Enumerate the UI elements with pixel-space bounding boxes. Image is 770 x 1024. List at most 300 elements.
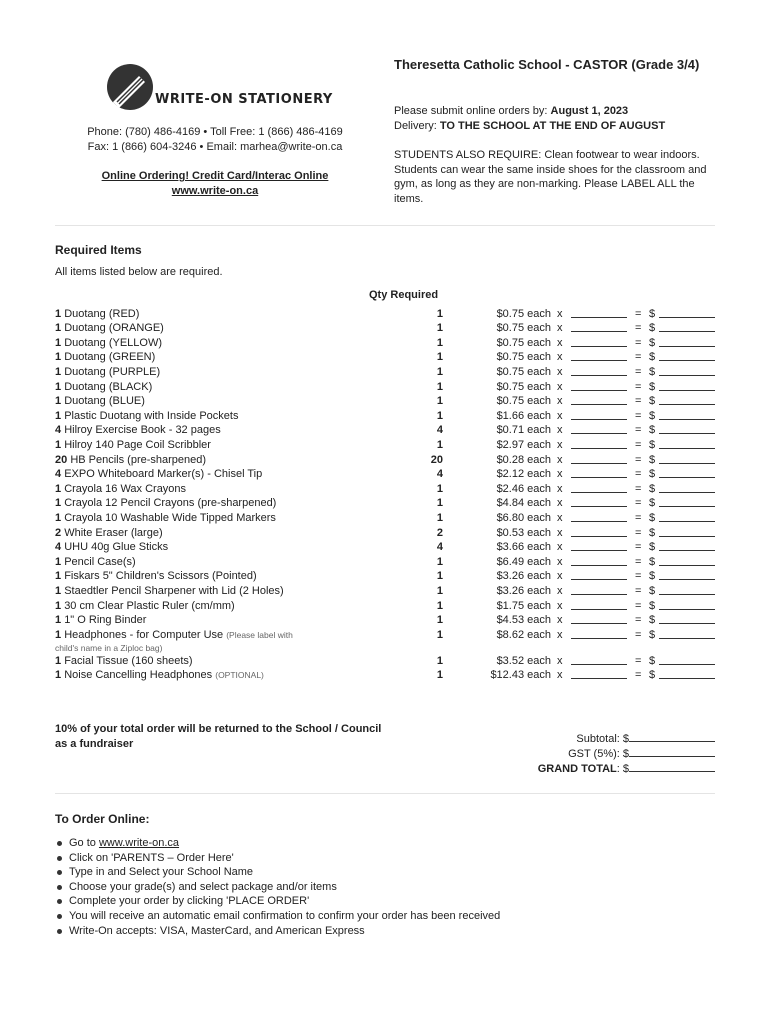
dollar-sign: $ [649, 654, 656, 667]
equals-sign: = [635, 395, 642, 408]
equals-sign: = [635, 669, 642, 682]
item-label: Duotang (BLACK) [64, 380, 153, 393]
item-price: $1.75 each [496, 599, 551, 612]
times-sign: x [557, 541, 563, 554]
amount-field[interactable] [659, 550, 715, 551]
item-count: 1 [55, 365, 62, 378]
item-price: $3.66 each [496, 541, 551, 554]
item-price: $1.66 each [496, 409, 551, 422]
subtotal-label: Subtotal: $ [576, 733, 629, 745]
item-label: 30 cm Clear Plastic Ruler (cm/mm) [64, 599, 235, 612]
item-row [55, 569, 715, 584]
item-label: Headphones - for Computer Use [64, 628, 224, 641]
qty-field[interactable] [571, 346, 627, 347]
online-ordering-block [60, 169, 370, 199]
times-sign: x [557, 336, 563, 349]
amount-field[interactable] [659, 521, 715, 522]
amount-field[interactable] [659, 419, 715, 420]
item-qty: 20 [430, 453, 443, 466]
item-qty: 2 [436, 526, 443, 539]
list-item: Write-On accepts: VISA, MasterCard, and American Express [55, 924, 500, 939]
gst-line [480, 746, 715, 760]
divider [55, 225, 715, 226]
times-sign: x [557, 351, 563, 364]
item-name [55, 482, 385, 497]
amount-field[interactable] [659, 536, 715, 537]
amount-field[interactable] [659, 317, 715, 318]
item-note: (OPTIONAL) [215, 670, 264, 681]
item-price: $0.71 each [496, 424, 551, 437]
times-sign: x [557, 322, 563, 335]
equals-sign: = [635, 365, 642, 378]
item-price: $6.80 each [496, 511, 551, 524]
item-row [55, 511, 715, 526]
qty-field[interactable] [571, 623, 627, 624]
amount-field[interactable] [659, 331, 715, 332]
item-label: UHU 40g Glue Sticks [64, 541, 169, 554]
amount-field[interactable] [659, 375, 715, 376]
list-item: Choose your grade(s) and select package and/or items [55, 880, 500, 895]
item-name [55, 409, 385, 424]
qty-field[interactable] [571, 317, 627, 318]
dollar-sign: $ [649, 584, 656, 597]
dollar-sign: $ [649, 570, 656, 583]
dollar-sign: $ [649, 307, 656, 320]
item-name [55, 423, 385, 438]
required-items-note: All items listed below are required. [55, 266, 223, 278]
times-sign: x [557, 497, 563, 510]
item-name [55, 540, 385, 555]
times-sign: x [557, 570, 563, 583]
school-title: Theresetta Catholic School - CASTOR (Grade 3/4) [394, 57, 700, 72]
item-count: 4 [55, 424, 62, 437]
item-label: EXPO Whiteboard Marker(s) - Chisel Tip [64, 468, 263, 481]
amount-field[interactable] [659, 404, 715, 405]
item-name [55, 555, 385, 570]
item-row [55, 438, 715, 453]
fundraiser-note: 10% of your total order will be returned to the School / Council as a fundraiser [55, 723, 382, 750]
item-name [55, 496, 385, 511]
qty-field[interactable] [571, 419, 627, 420]
item-name [55, 599, 385, 614]
item-price: $3.26 each [496, 584, 551, 597]
item-count: 4 [55, 468, 62, 481]
equals-sign: = [635, 453, 642, 466]
equals-sign: = [635, 409, 642, 422]
amount-field[interactable] [659, 623, 715, 624]
times-sign: x [557, 424, 563, 437]
qty-field[interactable] [571, 492, 627, 493]
amount-field[interactable] [659, 433, 715, 434]
amount-field[interactable] [659, 664, 715, 665]
item-name [55, 628, 385, 643]
required-items-heading: Required Items [55, 243, 142, 257]
item-price: $0.75 each [496, 380, 551, 393]
amount-field[interactable] [659, 506, 715, 507]
equals-sign: = [635, 497, 642, 510]
qty-field[interactable] [571, 521, 627, 522]
item-row [55, 584, 715, 599]
item-name [55, 613, 385, 628]
item-name [55, 654, 385, 669]
qty-required-header: Qty Required [369, 289, 439, 301]
grand-total-field[interactable] [629, 761, 715, 772]
gst-field[interactable] [629, 746, 715, 757]
step-prefix: Go to [69, 837, 99, 849]
students-note: STUDENTS ALSO REQUIRE: Clean footwear to wear indoors. Students can wear the same inside shoes for the classroom and gym, as long as they are non-marking. Please LABEL ALL the items. [394, 149, 707, 205]
amount-field[interactable] [659, 448, 715, 449]
item-name [55, 467, 385, 482]
item-row [55, 394, 715, 409]
amount-field[interactable] [659, 346, 715, 347]
amount-field[interactable] [659, 565, 715, 566]
dollar-sign: $ [649, 526, 656, 539]
item-qty: 1 [436, 654, 443, 667]
equals-sign: = [635, 541, 642, 554]
item-name [55, 438, 385, 453]
item-qty: 1 [436, 438, 443, 451]
item-count: 1 [55, 570, 62, 583]
qty-field[interactable] [571, 331, 627, 332]
item-count: 1 [55, 497, 62, 510]
item-row [55, 613, 715, 628]
item-price: $6.49 each [496, 555, 551, 568]
item-row [55, 654, 715, 669]
item-label: Pencil Case(s) [64, 555, 136, 568]
item-qty: 1 [436, 307, 443, 320]
equals-sign: = [635, 628, 642, 641]
amount-field[interactable] [659, 609, 715, 610]
times-sign: x [557, 614, 563, 627]
item-label: HB Pencils (pre-sharpened) [70, 453, 207, 466]
item-price: $4.53 each [496, 614, 551, 627]
item-label: Staedtler Pencil Sharpener with Lid (2 Holes) [64, 584, 284, 597]
fax-line: Fax: 1 (866) 604-3246 • Email: marhea@write-on.ca [87, 141, 343, 153]
qty-field[interactable] [571, 594, 627, 595]
item-label: Duotang (YELLOW) [64, 336, 163, 349]
submit-line [394, 104, 724, 119]
list-item: You will receive an automatic email confirmation to confirm your order has been received [55, 909, 500, 924]
qty-field[interactable] [571, 448, 627, 449]
amount-field[interactable] [659, 463, 715, 464]
dollar-sign: $ [649, 669, 656, 682]
equals-sign: = [635, 526, 642, 539]
item-name [55, 453, 385, 468]
grand-total-line [480, 761, 715, 775]
item-qty: 4 [436, 541, 443, 554]
times-sign: x [557, 654, 563, 667]
item-name [55, 526, 385, 541]
item-qty: 1 [436, 409, 443, 422]
qty-field[interactable] [571, 638, 627, 639]
dollar-sign: $ [649, 438, 656, 451]
item-price: $2.97 each [496, 438, 551, 451]
item-qty: 1 [436, 351, 443, 364]
dollar-sign: $ [649, 351, 656, 364]
equals-sign: = [635, 614, 642, 627]
item-price: $0.75 each [496, 351, 551, 364]
times-sign: x [557, 555, 563, 568]
times-sign: x [557, 669, 563, 682]
qty-field[interactable] [571, 565, 627, 566]
qty-field[interactable] [571, 609, 627, 610]
dollar-sign: $ [649, 482, 656, 495]
equals-sign: = [635, 468, 642, 481]
item-row [55, 599, 715, 614]
equals-sign: = [635, 599, 642, 612]
item-price: $12.43 each [490, 669, 551, 682]
equals-sign: = [635, 511, 642, 524]
qty-field[interactable] [571, 678, 627, 679]
equals-sign: = [635, 584, 642, 597]
item-label: Duotang (RED) [64, 307, 140, 320]
company-logo [105, 62, 335, 114]
list-item: Complete your order by clicking 'PLACE ORDER' [55, 894, 500, 909]
item-count: 1 [55, 654, 62, 667]
headphones-subline: child's name in a Ziploc bag) [55, 643, 163, 653]
amount-field[interactable] [659, 638, 715, 639]
item-count: 1 [55, 599, 62, 612]
item-note: (Please label with [226, 629, 293, 640]
item-label: Hilroy 140 Page Coil Scribbler [64, 438, 211, 451]
online-ordering-link[interactable]: Online Ordering! Credit Card/Interac Online [101, 170, 329, 182]
pencil-logo-icon [105, 62, 155, 112]
dollar-sign: $ [649, 336, 656, 349]
times-sign: x [557, 584, 563, 597]
times-sign: x [557, 526, 563, 539]
item-count: 1 [55, 482, 62, 495]
dollar-sign: $ [649, 322, 656, 335]
item-price: $0.75 each [496, 322, 551, 335]
times-sign: x [557, 365, 563, 378]
qty-field[interactable] [571, 463, 627, 464]
grand-total-label: GRAND TOTAL [537, 763, 617, 775]
item-count: 1 [55, 669, 62, 682]
logo-text: WRITE-ON STATIONERY [155, 92, 333, 107]
item-count: 2 [55, 526, 62, 539]
item-name [55, 668, 385, 683]
item-qty: 1 [436, 584, 443, 597]
times-sign: x [557, 468, 563, 481]
item-label: Facial Tissue (160 sheets) [64, 654, 193, 667]
item-count: 4 [55, 541, 62, 554]
qty-field[interactable] [571, 404, 627, 405]
item-row [55, 321, 715, 336]
item-row [55, 628, 715, 643]
dollar-sign: $ [649, 614, 656, 627]
equals-sign: = [635, 438, 642, 451]
phone-line: Phone: (780) 486-4169 • Toll Free: 1 (866) 486-4169 [87, 126, 343, 138]
order-steps-list [55, 836, 500, 938]
item-qty: 1 [436, 482, 443, 495]
subtotal-line [480, 731, 715, 745]
dollar-sign: $ [649, 599, 656, 612]
equals-sign: = [635, 307, 642, 320]
delivery-value: TO THE SCHOOL AT THE END OF AUGUST [439, 120, 666, 132]
dollar-sign: $ [649, 511, 656, 524]
equals-sign: = [635, 482, 642, 495]
equals-sign: = [635, 380, 642, 393]
item-count: 1 [55, 584, 62, 597]
item-qty: 1 [436, 628, 443, 641]
item-qty: 1 [436, 380, 443, 393]
item-count: 1 [55, 409, 62, 422]
dollar-sign: $ [649, 395, 656, 408]
item-name [55, 321, 385, 336]
item-count: 1 [55, 380, 62, 393]
item-qty: 1 [436, 336, 443, 349]
item-label: Noise Cancelling Headphones [64, 669, 213, 682]
dollar-sign: $ [649, 409, 656, 422]
item-label: Duotang (ORANGE) [64, 322, 164, 335]
qty-field[interactable] [571, 536, 627, 537]
amount-field[interactable] [659, 579, 715, 580]
item-row [55, 467, 715, 482]
item-row [55, 423, 715, 438]
item-row [55, 540, 715, 555]
item-name [55, 511, 385, 526]
amount-field[interactable] [659, 360, 715, 361]
qty-field[interactable] [571, 390, 627, 391]
times-sign: x [557, 438, 563, 451]
item-qty: 1 [436, 511, 443, 524]
equals-sign: = [635, 351, 642, 364]
order-online-heading: To Order Online: [55, 812, 150, 826]
website-link[interactable]: www.write-on.ca [98, 837, 180, 849]
item-name [55, 380, 385, 395]
item-count: 1 [55, 614, 62, 627]
item-name [55, 307, 385, 322]
item-row [55, 307, 715, 322]
item-row [55, 365, 715, 380]
item-price: $0.75 each [496, 336, 551, 349]
list-item [55, 836, 500, 851]
equals-sign: = [635, 322, 642, 335]
equals-sign: = [635, 654, 642, 667]
item-price: $0.75 each [496, 365, 551, 378]
item-price: $0.75 each [496, 395, 551, 408]
item-price: $8.62 each [496, 628, 551, 641]
item-label: Duotang (PURPLE) [64, 365, 161, 378]
qty-field[interactable] [571, 506, 627, 507]
item-name [55, 569, 385, 584]
item-count: 1 [55, 438, 62, 451]
item-price: $0.53 each [496, 526, 551, 539]
item-qty: 1 [436, 497, 443, 510]
qty-field[interactable] [571, 550, 627, 551]
dollar-sign: $ [649, 468, 656, 481]
item-price: $3.52 each [496, 654, 551, 667]
qty-field[interactable] [571, 579, 627, 580]
list-item: Type in and Select your School Name [55, 865, 500, 880]
qty-field[interactable] [571, 664, 627, 665]
item-name [55, 365, 385, 380]
item-qty: 1 [436, 614, 443, 627]
item-row [55, 350, 715, 365]
dollar-sign: $ [649, 497, 656, 510]
dollar-sign: $ [649, 541, 656, 554]
equals-sign: = [635, 570, 642, 583]
list-item: Click on 'PARENTS – Order Here' [55, 851, 500, 866]
item-row [55, 496, 715, 511]
item-price: $0.28 each [496, 453, 551, 466]
dollar-sign: $ [649, 380, 656, 393]
times-sign: x [557, 395, 563, 408]
item-row [55, 526, 715, 541]
item-label: Plastic Duotang with Inside Pockets [64, 409, 239, 422]
item-count: 1 [55, 351, 62, 364]
item-label: Fiskars 5" Children's Scissors (Pointed) [64, 570, 257, 583]
qty-field[interactable] [571, 477, 627, 478]
equals-sign: = [635, 555, 642, 568]
amount-field[interactable] [659, 678, 715, 679]
item-price: $2.46 each [496, 482, 551, 495]
grand-total-suffix: : $ [616, 763, 629, 775]
item-name [55, 394, 385, 409]
item-label: Crayola 16 Wax Crayons [64, 482, 187, 495]
item-count: 1 [55, 322, 62, 335]
amount-field[interactable] [659, 477, 715, 478]
item-price: $2.12 each [496, 468, 551, 481]
amount-field[interactable] [659, 390, 715, 391]
times-sign: x [557, 628, 563, 641]
qty-field[interactable] [571, 433, 627, 434]
item-label: Hilroy Exercise Book - 32 pages [64, 424, 221, 437]
item-label: White Eraser (large) [64, 526, 163, 539]
amount-field[interactable] [659, 594, 715, 595]
item-qty: 4 [436, 468, 443, 481]
delivery-line [394, 119, 724, 134]
item-row [55, 453, 715, 468]
qty-field[interactable] [571, 360, 627, 361]
item-qty: 1 [436, 322, 443, 335]
item-count: 1 [55, 555, 62, 568]
item-count: 1 [55, 395, 62, 408]
times-sign: x [557, 482, 563, 495]
dollar-sign: $ [649, 365, 656, 378]
item-count: 20 [55, 453, 68, 466]
item-label: Duotang (GREEN) [64, 351, 156, 364]
item-qty: 1 [436, 570, 443, 583]
equals-sign: = [635, 336, 642, 349]
times-sign: x [557, 511, 563, 524]
qty-field[interactable] [571, 375, 627, 376]
website-link[interactable]: www.write-on.ca [171, 185, 259, 197]
dollar-sign: $ [649, 453, 656, 466]
subtotal-field[interactable] [629, 731, 715, 742]
dollar-sign: $ [649, 628, 656, 641]
item-row [55, 409, 715, 424]
times-sign: x [557, 599, 563, 612]
item-qty: 1 [436, 555, 443, 568]
item-label: 1" O Ring Binder [64, 614, 147, 627]
submit-date: August 1, 2023 [550, 105, 629, 117]
dollar-sign: $ [649, 555, 656, 568]
item-qty: 1 [436, 395, 443, 408]
item-name [55, 336, 385, 351]
item-count: 1 [55, 628, 62, 641]
equals-sign: = [635, 424, 642, 437]
amount-field[interactable] [659, 492, 715, 493]
item-price: $0.75 each [496, 307, 551, 320]
item-price: $3.26 each [496, 570, 551, 583]
item-label: Duotang (BLUE) [64, 395, 145, 408]
dollar-sign: $ [649, 424, 656, 437]
item-qty: 1 [436, 669, 443, 682]
submit-label: Please submit online orders by: [394, 105, 548, 117]
item-row [55, 668, 715, 683]
item-row [55, 555, 715, 570]
